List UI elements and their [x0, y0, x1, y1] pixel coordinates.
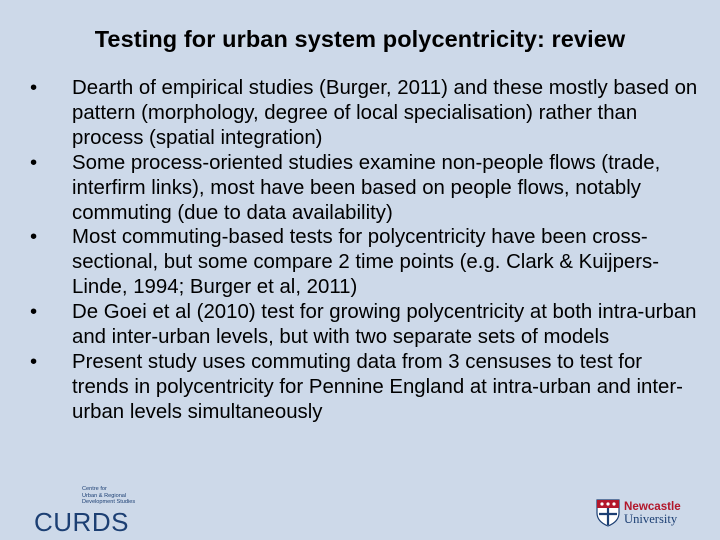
curds-subtitle: [82, 486, 135, 506]
bullet-text: Dearth of empirical studies (Burger, 2011) and these mostly based on pattern (morphology, degree of local specialisation) rather than process (spatial integration): [72, 77, 698, 149]
bullet-text: Most commuting-based tests for polycentricity have been cross-sectional, but some compare 2 time points (e.g. Clark & Kuijpers-Linde, 1994; Burger et al, 2011): [72, 226, 660, 299]
bullet-item: [30, 76, 702, 151]
curds-subtitle-line: Urban & Regional: [82, 492, 127, 499]
curds-logo: [34, 486, 214, 536]
bullet-dot: •: [30, 301, 38, 324]
bullet-text: De Goei et al (2010) test for growing polycentricity at both intra-urban and inter-urban levels, but with two separate sets of models: [72, 301, 697, 349]
bullet-text: Some process-oriented studies examine non-people flows (trade, interfirm links), most have been based on people flows, notably commuting (due to data availability): [72, 151, 661, 224]
bullet-dot: •: [30, 151, 38, 174]
bullet-item: [30, 151, 702, 226]
bullet-dot: •: [30, 77, 38, 99]
shield-crest-icon: [596, 499, 620, 527]
newcastle-university-logo: [596, 498, 696, 530]
bullet-item: [30, 300, 702, 350]
bullet-dot: •: [30, 350, 38, 373]
curds-wordmark: CURDS: [34, 507, 129, 537]
bullet-dot: •: [30, 226, 38, 249]
curds-subtitle-line: Development Studies: [82, 499, 136, 506]
bullet-item: [30, 225, 702, 300]
bullet-list: [30, 76, 702, 425]
bullet-text: Present study uses commuting data from 3 censuses to test for trends in polycentricity for Pennine England at intra-urban and inter-urban levels simultaneously: [72, 350, 683, 423]
curds-subtitle-line: Centre for: [82, 486, 107, 492]
university-name: Newcastle: [624, 500, 681, 513]
university-word: University: [624, 512, 678, 526]
slide-title: Testing for urban system polycentricity: review: [94, 26, 626, 52]
bullet-item: [30, 350, 702, 425]
